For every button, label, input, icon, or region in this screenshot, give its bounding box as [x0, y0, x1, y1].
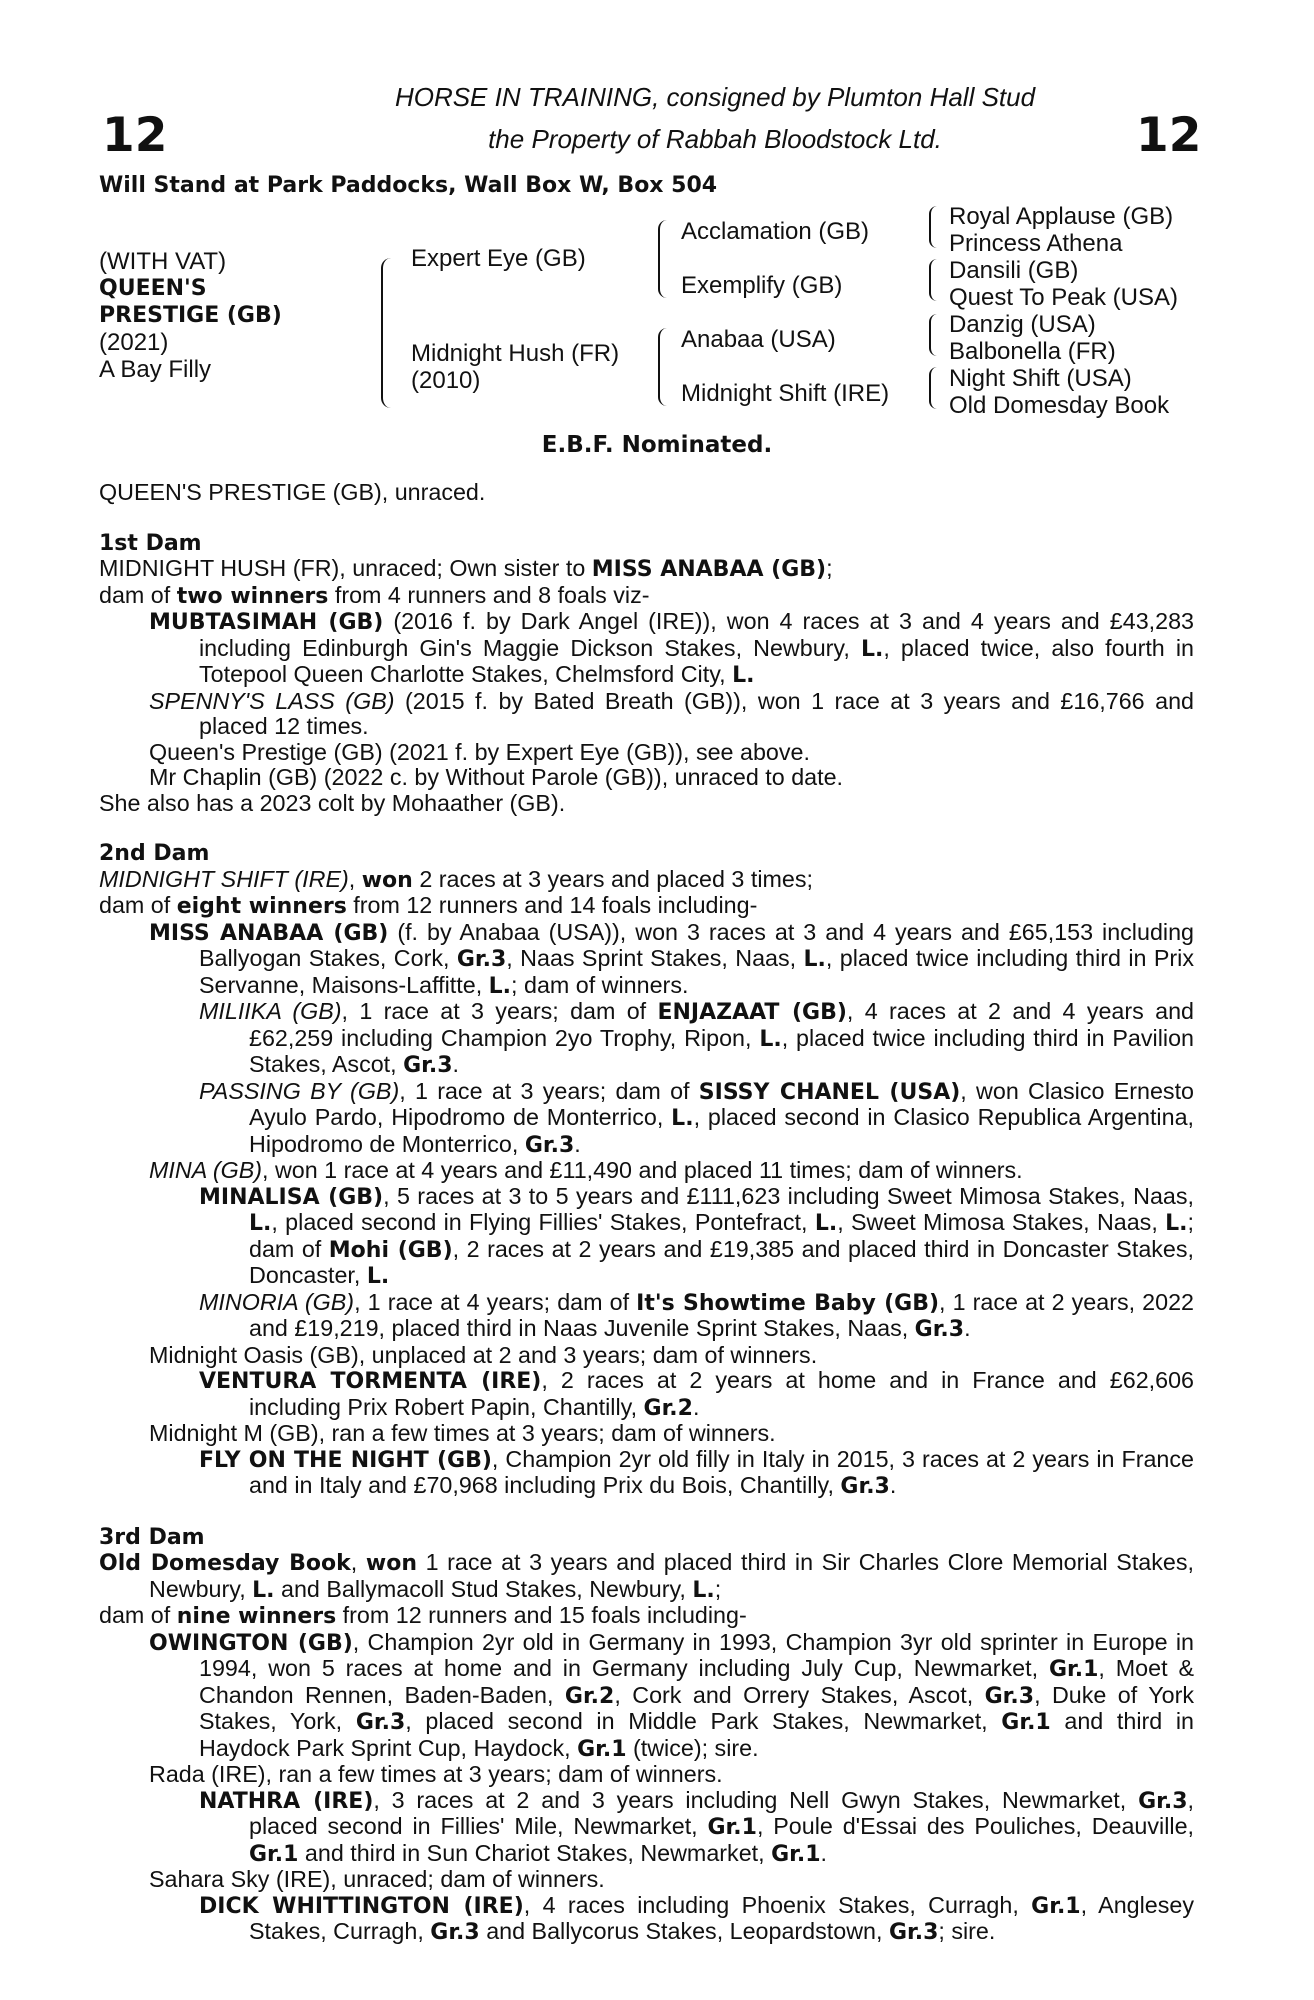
brace-sire-bottom: [658, 252, 667, 298]
stand-location: Will Stand at Park Paddocks, Wall Box W, Box 504: [99, 173, 718, 198]
pedigree-gen3-5: Danzig (USA): [949, 311, 1096, 338]
pedigree-gen3-7: Night Shift (USA): [949, 365, 1132, 392]
produce-entry: PASSING BY (GB), 1 race at 3 years; dam of SISSY CHANEL (USA), won Clasico Ernesto Ayulo Pardo, Hipodromo de Monterrico, L., placed second in Clasico Republica Argentina, Hipodromo de Monterrico, Gr.3.: [199, 1077, 1194, 1158]
property-line: the Property of Rabbah Bloodstock Ltd.: [488, 124, 942, 154]
produce-entry: Midnight Oasis (GB), unplaced at 2 and 3 years; dam of winners.: [149, 1341, 818, 1368]
vat-note: (WITH VAT): [99, 248, 227, 275]
produce-entry: Sahara Sky (IRE), unraced; dam of winners.: [149, 1866, 605, 1892]
produce-entry: Queen's Prestige (GB) (2021 f. by Expert Eye (GB)), see above.: [149, 738, 810, 765]
produce-entry: NATHRA (IRE), 3 races at 2 and 3 years including Nell Gwyn Stakes, Newmarket, Gr.3, placed second in Fillies' Mile, Newmarket, Gr.1, Poule d'Essai des Pouliches, Deauville, Gr.1 and third in Sun Chariot Stakes, Newmarket, Gr.1.: [199, 1786, 1194, 1867]
brace-gen3-4-top: [929, 367, 937, 387]
brace-gen1-top: [381, 258, 391, 333]
pedigree-gen3-2: Princess Athena: [949, 230, 1123, 257]
pedigree-gen3-1: Royal Applause (GB): [949, 203, 1174, 230]
horse-year: (2021): [99, 329, 169, 356]
pedigree-dam-dam: Midnight Shift (IRE): [681, 380, 890, 407]
pedigree-sire: Expert Eye (GB): [411, 245, 586, 272]
intro-line: QUEEN'S PRESTIGE (GB), unraced.: [99, 479, 486, 505]
produce-entry: OWINGTON (GB), Champion 2yr old in Germany in 1993, Champion 3yr old sprinter in Europe in 1994, won 5 races at home and in Germany including July Cup, Newmarket, Gr.1, Moet & Chandon Rennen, Baden-Baden, Gr.2, Cork and Orrery Stakes, Ascot, Gr.3, Duke of York Stakes, York, Gr.3, placed second in Middle Park Stakes, Newmarket, Gr.1 and third in Haydock Park Sprint Cup, Haydock, Gr.1 (twice); sire.: [149, 1628, 1195, 1762]
lot-number-right: 12: [1136, 108, 1202, 163]
first-dam-produce-summary: dam of two winners from 4 runners and 8 foals viz-: [99, 581, 650, 609]
brace-dam-bottom: [658, 360, 667, 406]
ebf-note: E.B.F. Nominated.: [541, 432, 773, 458]
second-dam-produce-summary: dam of eight winners from 12 runners and 14 foals including-: [99, 892, 758, 919]
third-dam-produce-summary: dam of nine winners from 12 runners and 15 foals including-: [99, 1602, 747, 1629]
produce-entry: DICK WHITTINGTON (IRE), 4 races including Phoenix Stakes, Curragh, Gr.1, Anglesey Stakes, Curragh, Gr.3 and Ballycorus Stakes, Leopardstown, Gr.3; sire.: [199, 1891, 1194, 1945]
horse-name-line1: QUEEN'S: [99, 276, 207, 301]
lot-number-left: 12: [102, 108, 168, 163]
brace-gen3-3-bottom: [929, 334, 937, 356]
consignor-line: HORSE IN TRAINING, consigned by Plumton Hall Stud: [394, 82, 1036, 112]
produce-entry: MISS ANABAA (GB) (f. by Anabaa (USA)), won 3 races at 3 and 4 years and £65,153 including Ballyogan Stakes, Cork, Gr.3, Naas Sprint Stakes, Naas, L., placed twice including third in Prix Servanne, Maisons-Laffitte, L.; dam of winners.: [149, 918, 1194, 999]
brace-gen3-3-top: [929, 314, 937, 334]
first-dam-line: MIDNIGHT HUSH (FR), unraced; Own sister to MISS ANABAA (GB);: [99, 555, 833, 582]
produce-entry: FLY ON THE NIGHT (GB), Champion 2yr old filly in Italy in 2015, 3 races at 2 years in France and in Italy and £70,968 including Prix du Bois, Chantilly, Gr.3.: [199, 1445, 1194, 1499]
pedigree-sire-dam: Exemplify (GB): [681, 272, 843, 299]
second-dam-line: MIDNIGHT SHIFT (IRE), won 2 races at 3 years and placed 3 times;: [99, 865, 813, 893]
pedigree-dam-year: (2010): [411, 367, 481, 394]
brace-gen3-1-top: [929, 206, 937, 226]
horse-name-line2: PRESTIGE (GB): [99, 303, 282, 328]
brace-gen1-bottom: [381, 333, 391, 408]
brace-dam-top: [658, 328, 667, 360]
pedigree-gen3-8: Old Domesday Book: [949, 392, 1170, 419]
horse-description: A Bay Filly: [99, 356, 212, 383]
produce-entry: Midnight M (GB), ran a few times at 3 years; dam of winners.: [149, 1420, 776, 1446]
produce-entry: SPENNY'S LASS (GB) (2015 f. by Bated Breath (GB)), won 1 race at 3 years and £16,766 and placed 12 times.: [149, 687, 1194, 739]
pedigree-dam: Midnight Hush (FR): [411, 340, 620, 367]
pedigree-gen3-3: Dansili (GB): [949, 257, 1079, 284]
third-dam-line: Old Domesday Book, won 1 race at 3 years and placed third in Sir Charles Clore Memorial Stakes, Newbury, L. and Ballymacoll Stud Stakes, Newbury, L.;: [99, 1549, 1194, 1603]
brace-sire-top: [658, 220, 667, 252]
produce-entry: MILIIKA (GB), 1 race at 3 years; dam of ENJAZAAT (GB), 4 races at 2 and 4 years and £62,259 including Champion 2yo Trophy, Ripon, L., placed twice including third in Pavilion Stakes, Ascot, Gr.3.: [199, 998, 1194, 1078]
first-dam-note: She also has a 2023 colt by Mohaather (GB).: [99, 789, 566, 816]
pedigree-gen3-6: Balbonella (FR): [949, 338, 1116, 365]
produce-entry: Mr Chaplin (GB) (2022 c. by Without Parole (GB)), unraced to date.: [149, 764, 844, 790]
produce-entry: MINALISA (GB), 5 races at 3 to 5 years and £111,623 including Sweet Mimosa Stakes, Naas, L., placed second in Flying Fillies' Stakes, Pontefract, L., Sweet Mimosa Stakes, Naas, L.; dam of Mohi (GB), 2 races at 2 years and £19,385 and placed third in Doncaster Stakes, Doncaster, L.: [199, 1182, 1195, 1289]
produce-entry: MINA (GB), won 1 race at 4 years and £11,490 and placed 11 times; dam of winners.: [149, 1157, 1023, 1183]
pedigree-gen3-4: Quest To Peak (USA): [949, 284, 1178, 311]
brace-gen3-2-bottom: [929, 279, 937, 301]
produce-entry: MUBTASIMAH (GB) (2016 f. by Dark Angel (IRE)), won 4 races at 3 and 4 years and £43,283 including Edinburgh Gin's Maggie Dickson Stakes, Newbury, L., placed twice, also fourth in Totepool Queen Charlotte Stakes, Chelmsford City, L.: [149, 608, 1194, 688]
pedigree-sire-sire: Acclamation (GB): [681, 218, 870, 245]
brace-gen3-4-bottom: [929, 387, 937, 409]
produce-entry: VENTURA TORMENTA (IRE), 2 races at 2 years at home and in France and £62,606 including Prix Robert Papin, Chantilly, Gr.2.: [199, 1367, 1194, 1421]
first-dam-heading: 1st Dam: [99, 530, 202, 556]
brace-gen3-2-top: [929, 259, 937, 279]
brace-gen3-1-bottom: [929, 226, 937, 248]
pedigree-dam-sire: Anabaa (USA): [681, 326, 836, 353]
second-dam-heading: 2nd Dam: [99, 841, 210, 866]
produce-entry: Rada (IRE), ran a few times at 3 years; dam of winners.: [149, 1761, 723, 1787]
catalogue-body: [99, 480, 1194, 1946]
produce-entry: MINORIA (GB), 1 race at 4 years; dam of It's Showtime Baby (GB), 1 race at 2 years, 2022 and £19,219, placed third in Naas Juvenile Sprint Stakes, Naas, Gr.3.: [199, 1288, 1194, 1342]
third-dam-heading: 3rd Dam: [99, 1524, 205, 1550]
